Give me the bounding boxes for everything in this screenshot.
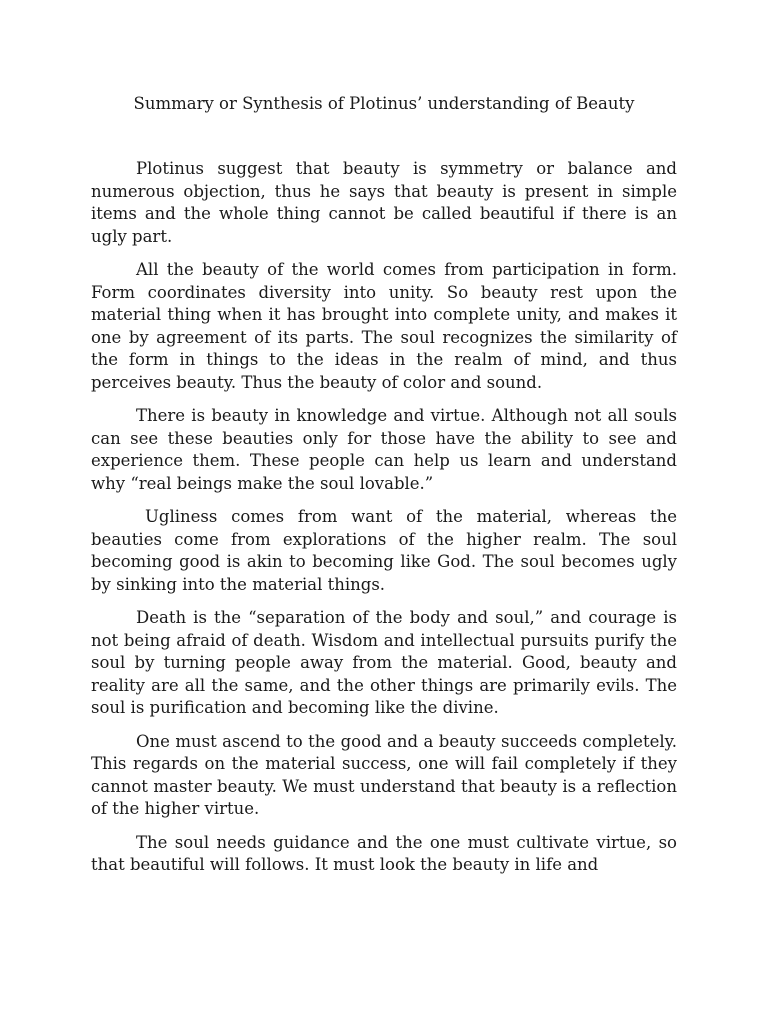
paragraph-1: Plotinus suggest that beauty is symmetry or balance and numerous objection, thus he says that beauty is present in simple items and the whole thing cannot be called beautiful if there is an ugly part. <box>91 159 677 246</box>
document-body <box>91 158 677 888</box>
paragraph-5: Death is the “separation of the body and soul,” and courage is not being afraid of death. Wisdom and intellectual pursuits purify the soul by turning people away from the material. Good, beauty and reality are all the same, and the other things are primarily evils. The soul is purification and becoming like the divine. <box>91 608 677 717</box>
paragraph-4: Ugliness comes from want of the material, whereas the beauties come from explorations of the higher realm. The soul becoming good is akin to becoming like God. The soul becomes ugly by sinking into the material things. <box>91 507 677 594</box>
paragraph-7: The soul needs guidance and the one must cultivate virtue, so that beautiful will follows. It must look the beauty in life and <box>91 832 677 874</box>
paragraph-3: There is beauty in knowledge and virtue. Although not all souls can see these beauties only for those have the ability to see and experience them. These people can help us learn and understand why “real beings make the soul lovable.” <box>91 406 677 493</box>
document-title: Summary or Synthesis of Plotinus’ understanding of Beauty <box>133 94 635 113</box>
paragraph-2: All the beauty of the world comes from participation in form. Form coordinates diversity into unity. So beauty rest upon the material thing when it has brought into complete unity, and makes it one by agreement of its parts. The soul recognizes the similarity of the form in things to the ideas in the realm of mind, and thus perceives beauty. Thus the beauty of color and sound. <box>91 260 677 392</box>
paragraph-6: One must ascend to the good and a beauty succeeds completely. This regards on the material success, one will fail completely if they cannot master beauty. We must understand that beauty is a reflection of the higher virtue. <box>91 731 677 818</box>
